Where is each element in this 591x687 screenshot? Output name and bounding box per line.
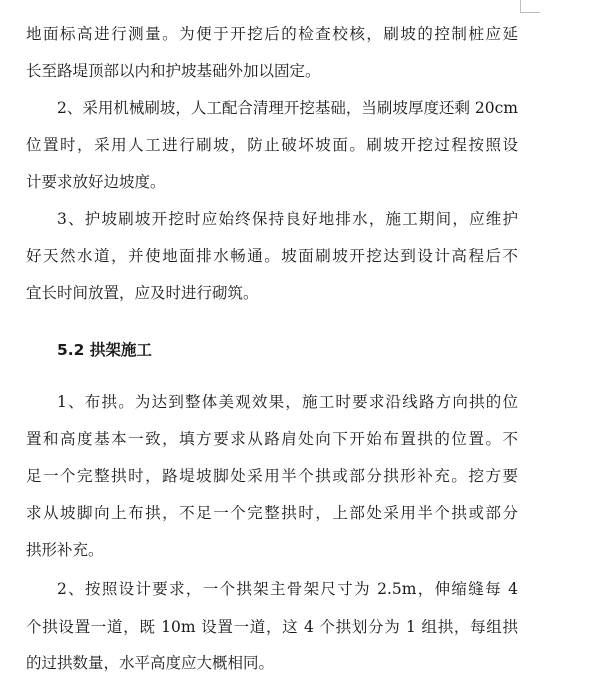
paragraph-line: 2、采用机械刷坡，人工配合清理开挖基础，当刷坡厚度还剩 20cm <box>57 99 518 117</box>
margin-corner-mark <box>520 0 521 12</box>
paragraph-line: 个拱设置一道，既 10m 设置一道，这 4 个拱划分为 1 组拱，每组拱 <box>26 618 518 636</box>
section-heading: 5.2 拱架施工 <box>57 341 152 359</box>
paragraph-line: 长至路堤顶部以内和护坡基础外加以固定。 <box>26 62 321 80</box>
paragraph-line: 2、按照设计要求，一个拱架主骨架尺寸为 2.5m，伸缩缝每 4 <box>57 580 518 598</box>
paragraph-line: 宜长时间放置，应及时进行砌筑。 <box>26 284 259 302</box>
paragraph-line: 3、护坡刷坡开挖时应始终保持良好地排水，施工期间，应维护 <box>57 210 518 228</box>
paragraph-line: 好天然水道，并使地面排水畅通。坡面刷坡开挖达到设计高程后不 <box>26 247 518 265</box>
paragraph-line: 计要求放好边坡度。 <box>26 173 166 191</box>
paragraph-line: 足一个完整拱时，路堤坡脚处采用半个拱或部分拱形补充。挖方要 <box>26 467 518 485</box>
margin-corner-mark-horizontal <box>520 12 540 13</box>
paragraph-line: 拱形补充。 <box>26 541 104 559</box>
paragraph-line: 置和高度基本一致，填方要求从路肩处向下开始布置拱的位置。不 <box>26 430 518 448</box>
paragraph-line: 1、布拱。为达到整体美观效果，施工时要求沿线路方向拱的位 <box>57 393 518 411</box>
paragraph-line: 地面标高进行测量。为便于开挖后的检查校核，刷坡的控制桩应延 <box>26 25 518 43</box>
paragraph-line: 求从坡脚向上布拱，不足一个完整拱时，上部处采用半个拱或部分 <box>26 504 518 522</box>
paragraph-line: 的过拱数量，水平高度应大概相同。 <box>26 654 275 672</box>
paragraph-line: 位置时，采用人工进行刷坡，防止破坏坡面。刷坡开挖过程按照设 <box>26 136 518 154</box>
